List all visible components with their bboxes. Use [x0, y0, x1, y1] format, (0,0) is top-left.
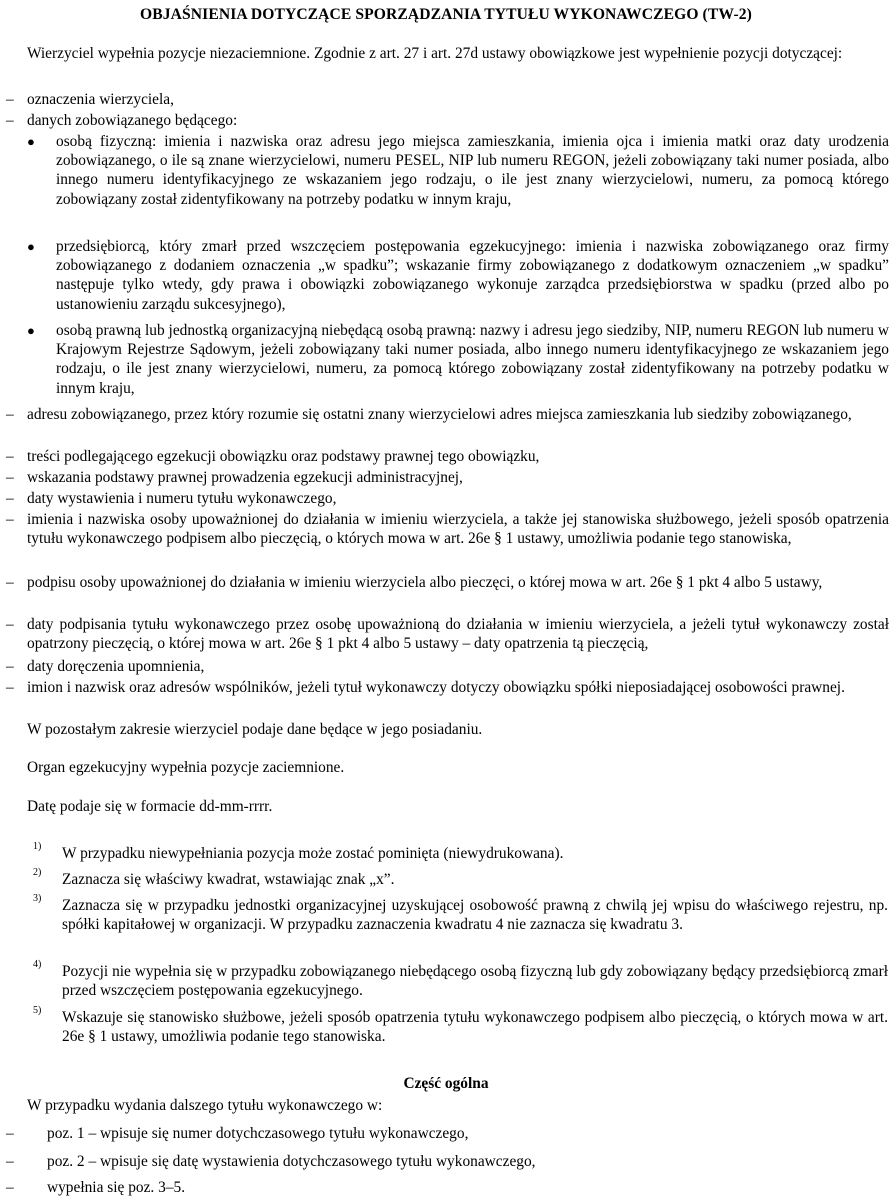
footnote-number: 1) — [33, 841, 42, 852]
list-item: oznaczenia wierzyciela, — [27, 91, 174, 108]
general-item: poz. 1 – wpisuje się numer dotychczasowego tytułu wykonawczego, — [47, 1125, 469, 1142]
list-item: daty podpisania tytułu wykonawczego przez osobę upoważnioną do działania w imieniu wierzyciela, a jeżeli tytuł wykonawczy został opatrzony pieczęcią, o której mowa w art. 26e § 1 pkt 4 albo 5 ustawy – daty opatrzenia tą pieczęcią, — [27, 616, 889, 653]
dash-marker: – — [6, 1179, 14, 1196]
document-title: OBJAŚNIENIA DOTYCZĄCE SPORZĄDZANIA TYTUŁU WYKONAWCZEGO (TW-2) — [140, 6, 752, 23]
dash-marker: – — [6, 616, 14, 633]
footnote-text: W przypadku niewypełniania pozycja może zostać pominięta (niewydrukowana). — [62, 845, 564, 862]
footnote-number: 5) — [33, 1005, 42, 1016]
list-item: imienia i nazwiska osoby upoważnionej do działania w imieniu wierzyciela, a także jej stanowiska służbowego, jeżeli sposób opatrzenia tytułu wykonawczego podpisem albo pieczęcią, o których mowa w art. 26e § 1 ustawy, umożliwia podanie tego stanowiska, — [27, 511, 889, 548]
dash-marker: – — [6, 574, 14, 591]
footnote-number: 3) — [33, 893, 42, 904]
dash-marker: – — [6, 1153, 14, 1170]
bullet-marker: ● — [27, 323, 35, 338]
sub-item-deceased-entrepreneur: przedsiębiorcą, który zmarł przed wszczęciem postępowania egzekucyjnego: imienia i nazwiska zobowiązanego oraz firmy zobowiązanego z dodaniem oznaczenia „w spadku”; wskazanie firmy zobowiązanego z dodatkowym oznaczeniem „w spadku” następuje tylko wtedy, gdy prawa i obowiązki zobowiązanego wykonuje zarządca przedsiębiorstwa w spadku (przed albo po ustanowieniu zarządu sukcesyjnego), — [56, 238, 889, 313]
dash-marker: – — [6, 1125, 14, 1142]
dash-marker: – — [6, 91, 14, 108]
dash-marker: – — [6, 406, 14, 423]
dash-marker: – — [6, 511, 14, 528]
dash-marker: – — [6, 469, 14, 486]
footnote-text: Pozycji nie wypełnia się w przypadku zobowiązanego niebędącego osobą fizyczną lub gdy zobowiązany będący przedsiębiorcą zmarł przed wszczęciem postępowania egzekucyjnego. — [62, 963, 888, 1000]
list-item: wskazania podstawy prawnej prowadzenia egzekucji administracyjnej, — [27, 469, 463, 486]
general-item: wypełnia się poz. 3–5. — [47, 1179, 186, 1196]
sub-item-natural-person: osobą fizyczną: imienia i nazwiska oraz adresu jego miejsca zamieszkania, imienia ojca i imienia matki oraz daty urodzenia zobowiązanego, o ile są znane wierzycielowi, numeru PESEL, NIP lub numeru REGON, jeżeli zobowiązany taki numer posiada, albo innego numeru identyfikacyjnego ze wskazaniem jego rodzaju, o ile jest znany wierzycielowi, numeru, za pomocą którego zobowiązany został zidentyfikowany na potrzeby podatku w innym kraju, — [56, 133, 889, 208]
list-item: podpisu osoby upoważnionej do działania w imieniu wierzyciela albo pieczęci, o której mowa w art. 26e § 1 pkt 4 albo 5 ustawy, — [27, 574, 823, 591]
dash-marker: – — [6, 112, 14, 129]
footnote-text: Zaznacza się właściwy kwadrat, wstawiając znak „x”. — [62, 871, 395, 888]
dash-marker: – — [6, 658, 14, 675]
list-item: treści podlegającego egzekucji obowiązku oraz podstawy prawnej tego obowiązku, — [27, 448, 540, 465]
footnote-text: Zaznacza się w przypadku jednostki organizacyjnej uzyskującej osobowość prawną z chwilą jej wpisu do właściwego rejestru, np. spółki kapitałowej w organizacji. W przypadku zaznaczenia kwadratu 4 nie zaznacza się kwadratu 3. — [62, 897, 888, 934]
list-item: danych zobowiązanego będącego: — [27, 112, 238, 129]
general-intro: W przypadku wydania dalszego tytułu wykonawczego w: — [27, 1097, 383, 1114]
intro-paragraph: Wierzyciel wypełnia pozycje niezaciemnione. Zgodnie z art. 27 i art. 27d ustawy obowiązkowe jest wypełnienie pozycji dotyczącej: — [27, 45, 843, 62]
date-format-paragraph: Datę podaje się w formacie dd-mm-rrrr. — [27, 798, 273, 815]
dash-marker: – — [6, 490, 14, 507]
footnote-number: 4) — [33, 959, 42, 970]
list-item: imion i nazwisk oraz adresów wspólników, jeżeli tytuł wykonawczy dotyczy obowiązku spółki nieposiadającej osobowości prawnej. — [27, 679, 845, 696]
bullet-marker: ● — [27, 134, 35, 149]
list-item: adresu zobowiązanego, przez który rozumie się ostatni znany wierzycielowi adres miejsca zamieszkania lub siedziby zobowiązanego, — [27, 406, 852, 423]
dash-marker: – — [6, 679, 14, 696]
section-title-general: Część ogólna — [403, 1075, 489, 1092]
list-item: daty doręczenia upomnienia, — [27, 658, 205, 675]
bullet-marker: ● — [27, 239, 35, 254]
dash-marker: – — [6, 448, 14, 465]
footnote-text: Wskazuje się stanowisko służbowe, jeżeli sposób opatrzenia tytułu wykonawczego podpisem albo pieczęcią, o których mowa w art. 26e § 1 ustawy, umożliwia podanie tego stanowiska. — [62, 1009, 888, 1046]
footnote-number: 2) — [33, 867, 42, 878]
list-item: daty wystawienia i numeru tytułu wykonawczego, — [27, 490, 337, 507]
remaining-paragraph: W pozostałym zakresie wierzyciel podaje dane będące w jego posiadaniu. — [27, 721, 483, 738]
general-item: poz. 2 – wpisuje się datę wystawienia dotychczasowego tytułu wykonawczego, — [47, 1153, 536, 1170]
sub-item-legal-person: osobą prawną lub jednostką organizacyjną niebędącą osobą prawną: nazwy i adresu jego siedziby, NIP, numeru REGON lub numeru w Krajowym Rejestrze Sądowym, jeżeli zobowiązany taki numer posiada, albo innego numeru identyfikacyjnego ze wskazaniem jego rodzaju, o ile jest znany wierzycielowi, numeru, za pomocą którego zobowiązany został zidentyfikowany na potrzeby podatku w innym kraju, — [56, 322, 889, 397]
organ-paragraph: Organ egzekucyjny wypełnia pozycje zaciemnione. — [27, 759, 345, 776]
